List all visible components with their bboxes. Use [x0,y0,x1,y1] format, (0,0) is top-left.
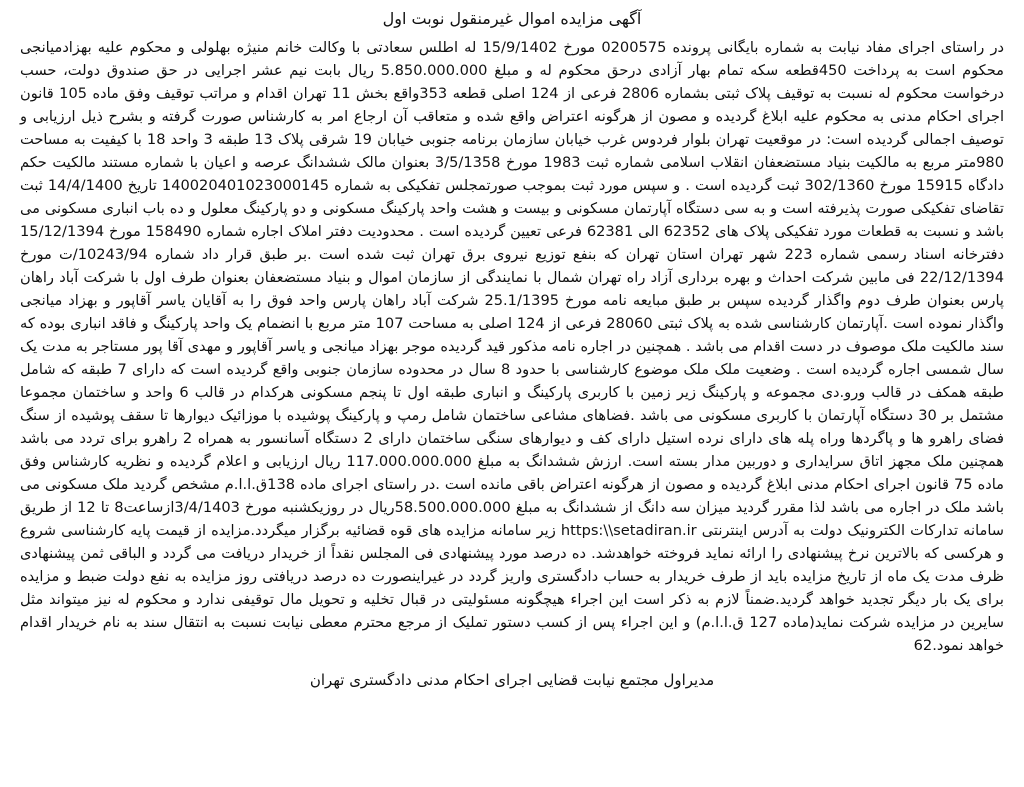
notice-title: آگهی مزایده اموال غیرمنقول نوبت اول [382,9,642,28]
notice-page [20,0,1004,787]
notice-signature: مدیراول مجتمع نیابت قضایی اجرای احکام مدنی دادگستری تهران [309,671,715,689]
notice-body-text: در راستای اجرای مفاد نیابت به شماره بایگانی پرونده 0200575 مورخ 15/9/1402 له اطلس سعادتی با وکالت خانم منیژه بهلولی و محکوم علیه بهزادمیانجی محکوم است به پرداخت 450قطعه سکه تمام بهار آزادی درحق محکوم له و مبلغ 5.850.000.000 ریال بابت نیم عشر اجرایی در حق صندوق دولت، حسب درخواست محکوم له نسبت به توقیف پلاک ثبتی بشماره 2806 فرعی از 124 اصلی قطعه 353واقع بخش 11 تهران اقدام و مراتب توقیف وفق ماده 105 قانون اجرای احکام مدنی به محکوم علیه ابلاغ گردیده و مصون از هرگونه اعتراض واقع شده و متعاقب آن ارجاع امر به کارشناس صورت گرفته و بشرح ذیل ارزیابی و توصیف اجمالی گردیده است: در موقعیت تهران بلوار فردوس غرب خیابان سازمان برنامه جنوبی خیابان 19 شرقی پلاک 13 طبقه 3 واحد 18 با کیفیت به مساحت 980متر مربع به مالکیت بنیاد مستضعفان انقلاب اسلامی شماره ثبت 1983 مورخ 3/5/1358 بعنوان مالک ششدانگ عرصه و اعیان با شماره مستند مالکیت حکم دادگاه 15915 مورخ 302/1360 ثبت گردیده است . و سپس مورد ثبت بموجب صورتمجلس تفکیکی به شماره 14002040102300014​5 تاریخ 14/4/1400 ثبت تقاضای تفکیکی صورت پذیرفته است و به سی دستگاه آپارتمان مسکونی و بیست و هشت واحد پارکینگ مسکونی و دو پارکینگ معلول و ده باب انباری مسکونی می باشد و نسبت به قطعات مورد تفکیکی پلاک های 62352 الی 62381 فرعی تعیین گردیده است . محدودیت دفتر املاک اجاره شماره 158490 مورخ 15/12/1394 دفترخانه اسناد رسمی شماره 223 شهر تهران استان تهران که بنفع توزیع نیروی برق تهران ثبت شده است .بر طبق قرار داد شماره 10243/94/ت مورخ 22/12/1394 فی مابین شرکت احداث و بهره برداری آزاد راه تهران شمال با نمایندگی از سازمان اموال و بنیاد مستضعفان بعنوان طرف اول با شرکت آباد راهان پارس بعنوان طرف دوم واگذار گردیده سپس بر طبق مبایعه نامه مورخ 25.1/1395 شرکت آباد راهان پارس واحد فوق را به آقایان یاسر آقاپور و بهزاد میانجی واگذار نموده است .آپارتمان کارشناسی شده به پلاک ثبتی 28060 فرعی از 124 اصلی به مساحت 107 متر مربع با انضمام یک واحد پارکینگ و فاقد انباری بوده که سند مالکیت ملک موصوف در دست اقدام می باشد . همچنین در اجاره نامه مذکور قید گردیده موجر بهزاد میانجی و یاسر آقاپور و مهدی آقا پور مستاجر به مدت یک سال شمسی اجاره گردیده است . وضعیت ملک ملک موضوع کارشناسی با حدود 8 سال در محدوده سازمان جنوبی واقع گردیده است که دارای 7 طبقه که شامل طبقه همکف در قالب ورو.دی مجموعه و پارکینگ زیر زمین با کاربری پارکینگ و انباری طبقه اول تا پنجم مسکونی هرکدام در قالب 6 واحد و ساختمان مجموعا مشتمل بر 30 دستگاه آپارتمان با کاربری مسکونی می باشد .فضاهای مشاعی ساختمان شامل رمپ و پارکینگ پوشیده با موزائیک دیوارها تا سقف پوشیده از سنگ فضای راهرو ها و پاگردها وراه پله های دارای نرده استیل دارای کف و دیوارهای سنگی ساختمان دارای 2 دستگاه آسانسور به همراه 2 راهرو برای تردد می باشد همچنین ملک مجهز اتاق سرایداری و دوربین مدار بسته است. ارزش ششدانگ به مبلغ 117.000.000.000 ریال ارزیابی و اعلام گردیده و نظریه کارشناس وفق ماده 75 قانون اجرای احکام مدنی ابلاغ گردیده و مصون از هرگونه اعتراض باقی مانده است .در راستای اجرای ماده 138ق.ا.ا.م مشخص گردید ملک مسکونی می باشد ملک در اجاره می باشد لذا مقرر گردید میزان سه دانگ از ششدانگ به مبلغ 58.500.000.000ریال در روزیکشنبه مورخ 3/4/1403ازساعت8 تا 12 از طریق سامانه تدارکات الکترونیک دولت به آدرس اینترنتی https:\\setadiran.ir زیر سامانه مزایده های قوه قضائیه برگزار میگردد.مزایده از قیمت پایه کارشناسی شروع و هرکسی که بالاترین نرخ پیشنهادی را ارائه نماید فروخته خواهدشد. ده درصد مورد پیشنهادی فی المجلس نقداً از خریدار دریافت می گردد و الباقی ثمن پیشنهادی ظرف مدت یک ماه از تاریخ مزایده باید از طرف خریدار به حساب دادگستری واریز گردد در غیراینصورت ده درصد دریافتی روز مزایده به نفع دولت ضبط و مزایده برای یک بار دیگر تجدید خواهد گردید.ضمناً لازم به ذکر است این اجراء هیچگونه مسئولیتی در قبال تخلیه و تحویل مال توقیفی ندارد و محکوم له نیز میتواند مثل سایرین در مزایده شرکت نماید(ماده 127 ق.ا.ا.م) و این اجراء پس از کسب دستور تملیک از مرجع محترم معطی نیابت نسبت به انتقال سند به نام خریدار اقدام خواهد نمود.62 [20,39,1005,654]
